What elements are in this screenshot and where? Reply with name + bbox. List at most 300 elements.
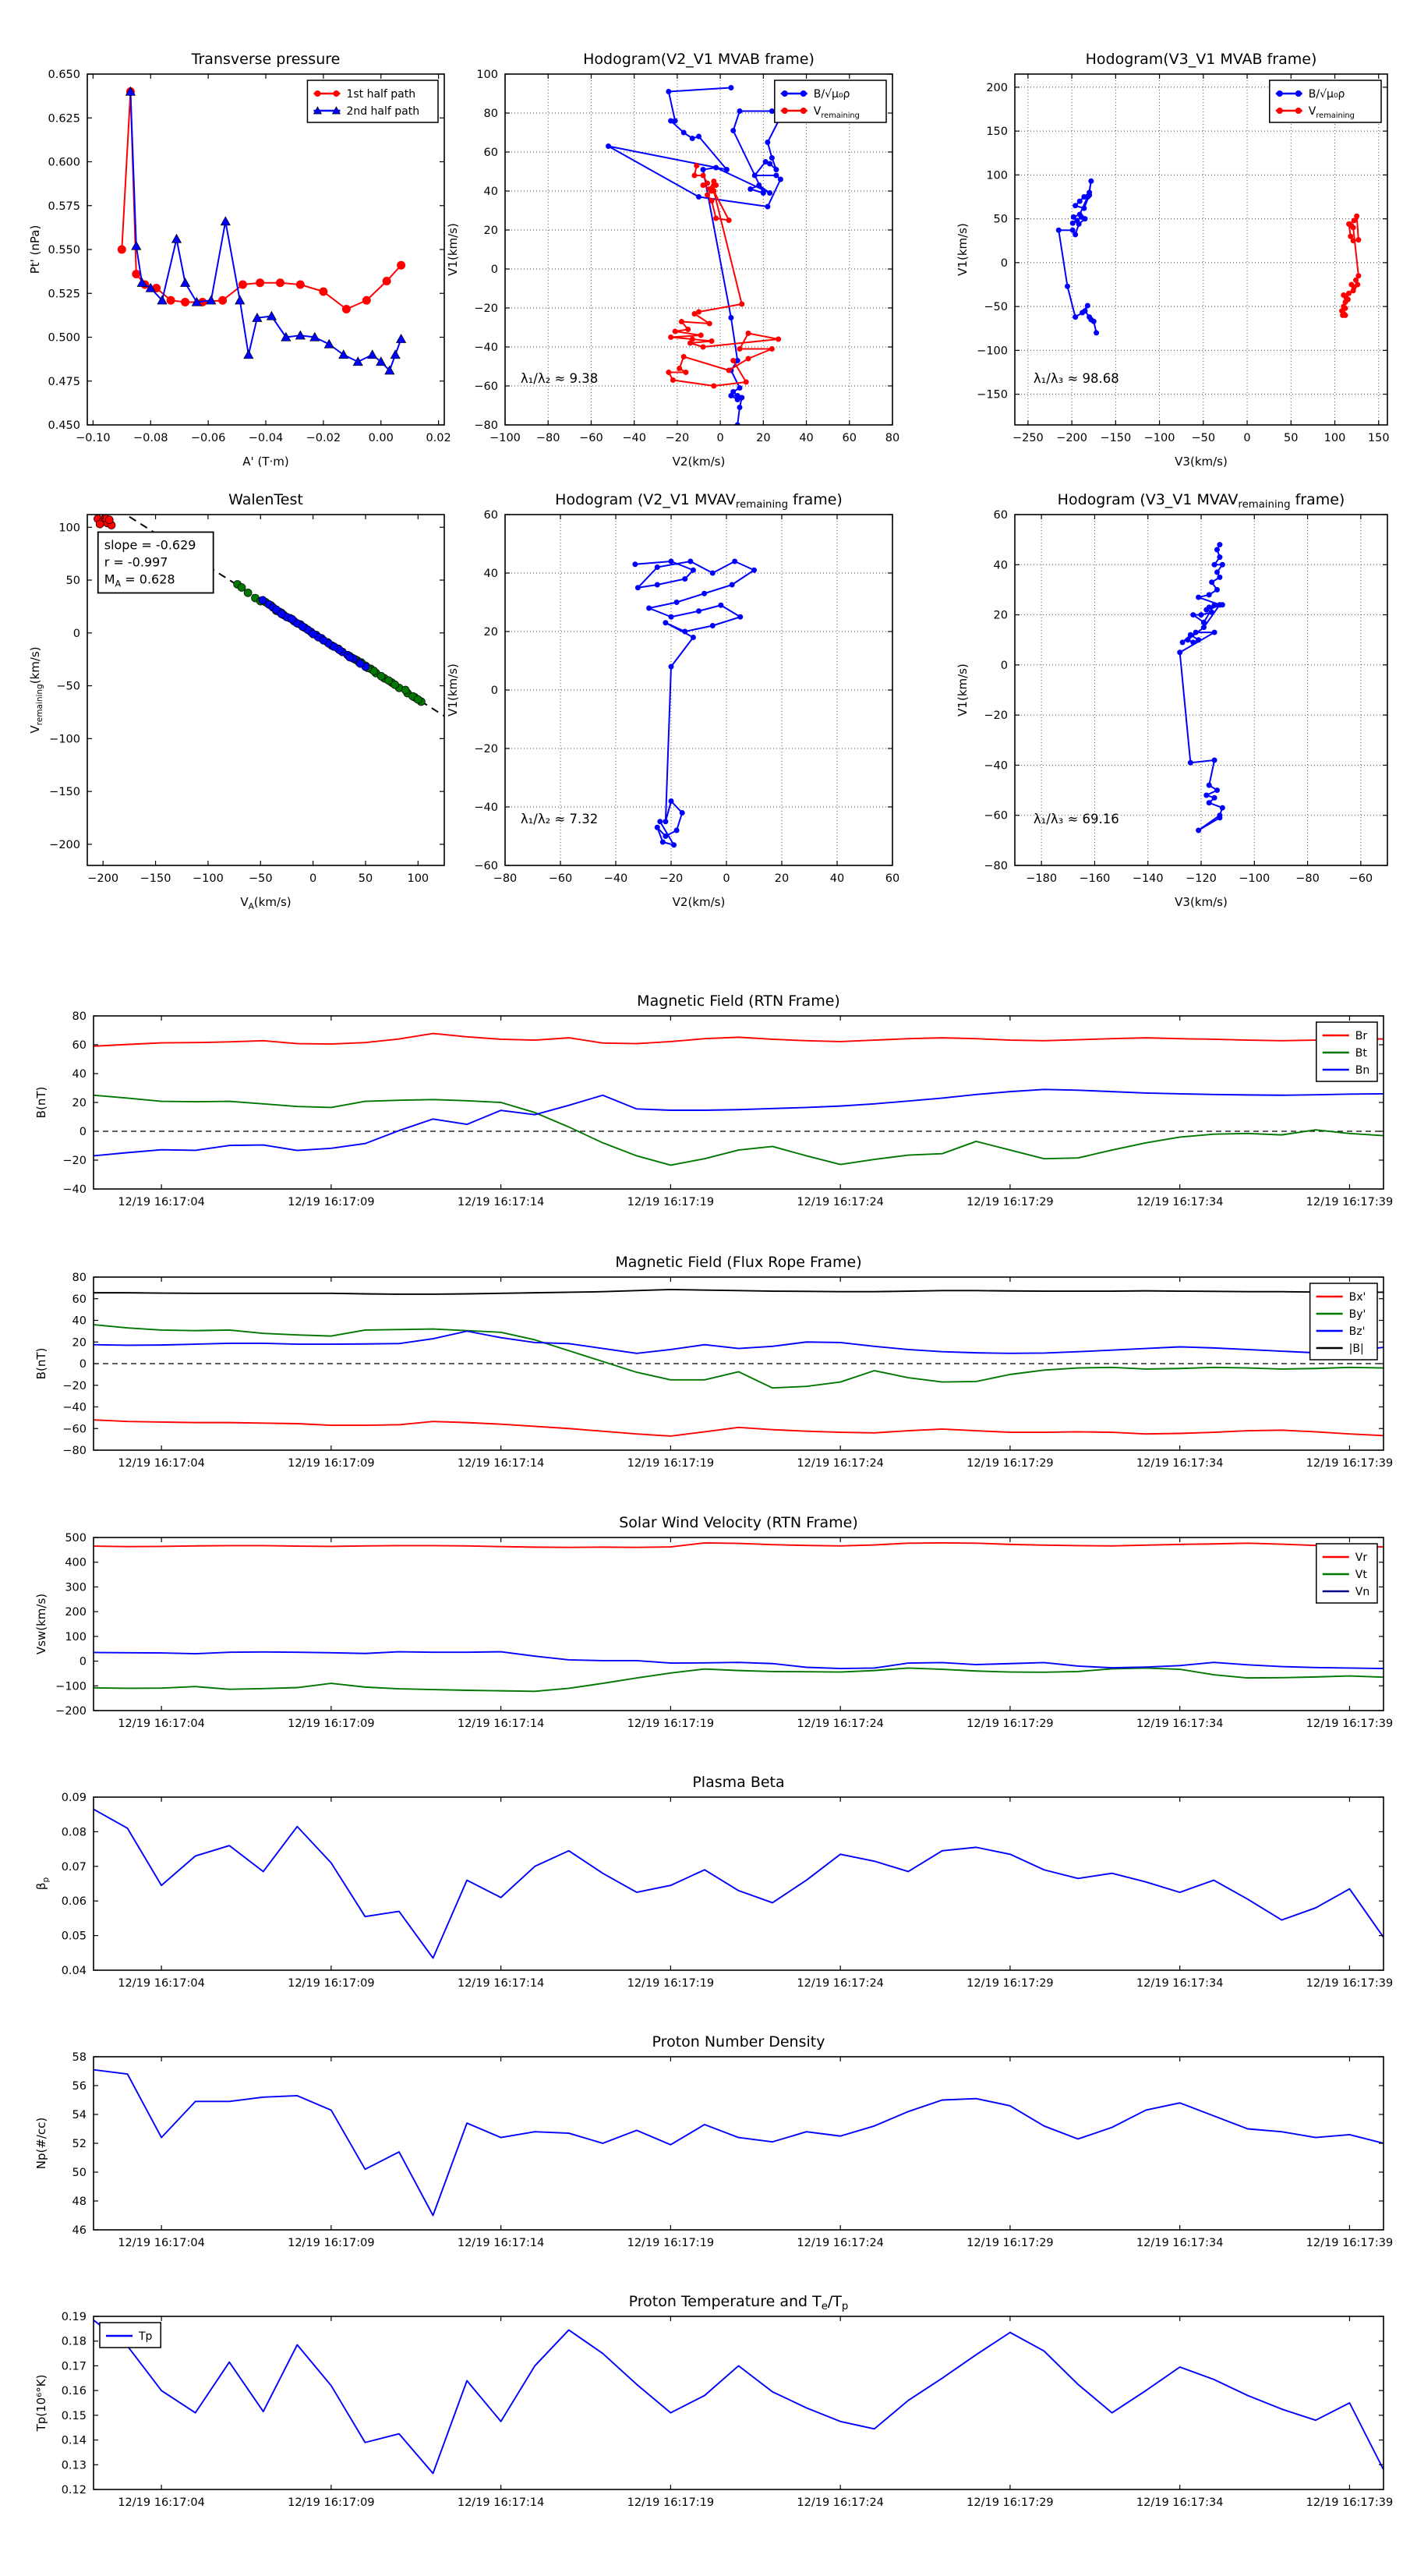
hodogram-v2v1-mvab-xtick-label: 20 [756, 432, 771, 444]
proton-temperature-ytick-label: 0.15 [61, 2409, 87, 2422]
hodogram-v2v1-mvav-xlabel: V2(km/s) [672, 895, 726, 909]
mag-field-fluxrope-ylabel: B(nT) [34, 1347, 48, 1380]
hodogram-v2v1-mvav-xtick-label: −20 [659, 872, 684, 885]
solar-wind-velocity-axes-frame [94, 1537, 1384, 1711]
plasma-beta-ytick-label: 0.06 [61, 1895, 87, 1909]
transverse-pressure-xtick-label: 0.02 [426, 432, 451, 444]
hodogram-v3v1-mvab-xtick-label: 100 [1323, 432, 1346, 444]
solar-wind-velocity-legend-label: Vn [1355, 1586, 1370, 1598]
solar-wind-velocity-xtick-label: 12/19 16:17:14 [457, 1718, 545, 1730]
mag-field-fluxrope-ytick-label: 20 [72, 1336, 87, 1350]
hodogram-v2v1-mvab-legend-label: B/√μ₀ρ [813, 88, 850, 101]
hodogram-v3v1-mvav-xtick-label: −140 [1132, 872, 1164, 885]
proton-density-ytick-label: 54 [72, 2109, 87, 2121]
plasma-beta-ytick-label: 0.05 [61, 1930, 87, 1943]
proton-density-line-Np [94, 2070, 1384, 2216]
proton-temperature-ytick-label: 0.17 [61, 2360, 87, 2373]
hodogram-v2v1-mvab-title: Hodogram(V2_V1 MVAB frame) [583, 51, 815, 68]
mag-field-fluxrope-legend-label: By' [1348, 1308, 1366, 1321]
hodogram-v3v1-mvab-xtick-label: 0 [1243, 432, 1251, 444]
solar-wind-velocity-xtick-label: 12/19 16:17:24 [797, 1718, 884, 1730]
hodogram-v3v1-mvab-xtick-label: −50 [1191, 432, 1216, 444]
hodogram-v3v1-mvav-xtick-label: −160 [1079, 872, 1111, 885]
hodogram-v3v1-mvab-legend-label: B/√μ₀ρ [1308, 88, 1345, 101]
solar-wind-velocity-ytick-label: −200 [55, 1705, 87, 1718]
hodogram-v2v1-mvab-markers-B-over-sqrt-mu0rho [606, 85, 790, 428]
solar-wind-velocity-ylabel: Vsw(km/s) [34, 1593, 48, 1655]
plasma-beta-axes-frame [94, 1797, 1384, 1970]
mag-field-fluxrope-ytick-label: 60 [72, 1293, 87, 1306]
hodogram-v3v1-mvav-ytick-label: −40 [984, 759, 1008, 773]
hodogram-v3v1-mvav-ytick-label: 40 [993, 559, 1008, 572]
hodogram-v2v1-mvab-ytick-label: 0 [490, 264, 498, 276]
hodogram-v3v1-mvav-xtick-label: −180 [1026, 872, 1058, 885]
hodogram-v3v1-mvab-ytick-label: 150 [986, 126, 1008, 139]
hodogram-v3v1-mvab-ytick-label: −100 [977, 345, 1008, 358]
proton-temperature-xtick-label: 12/19 16:17:34 [1136, 2496, 1224, 2509]
mag-field-fluxrope-legend-label: Bx' [1348, 1291, 1366, 1304]
hodogram-v3v1-mvab-ytick-label: 200 [986, 81, 1008, 94]
hodogram-v3v1-mvab-ytick-label: 0 [1000, 257, 1008, 270]
transverse-pressure-ytick-label: 0.600 [48, 156, 80, 169]
plasma-beta-xtick-label: 12/19 16:17:39 [1306, 1977, 1394, 1990]
mag-field-fluxrope-xtick-label: 12/19 16:17:09 [288, 1457, 375, 1470]
proton-density-series [94, 2070, 1384, 2216]
walen-test-xtick-label: −200 [87, 872, 119, 885]
mag-field-fluxrope-xtick-label: 12/19 16:17:19 [627, 1457, 715, 1470]
transverse-pressure-ytick-label: 0.475 [48, 375, 80, 388]
proton-temperature-ticks [62, 2311, 1394, 2509]
proton-density-xtick-label: 12/19 16:17:04 [118, 2237, 205, 2249]
solar-wind-velocity-ytick-label: 500 [65, 1532, 87, 1545]
mag-field-fluxrope-chart [34, 1254, 1393, 1470]
proton-temperature-ytick-label: 0.12 [61, 2484, 87, 2496]
mag-field-fluxrope-line-By-prime [94, 1325, 1384, 1388]
mag-field-rtn-legend-label: Bn [1355, 1064, 1370, 1077]
hodogram-v3v1-mvav-ytick-label: −20 [984, 709, 1008, 723]
hodogram-v2v1-mvav-line-v-remaining-path [635, 561, 755, 845]
walen-test-ytick-label: −150 [49, 786, 80, 799]
mag-field-rtn-ytick-label: 60 [72, 1039, 87, 1052]
mag-field-rtn-ytick-label: 40 [72, 1068, 87, 1081]
plasma-beta-ylabel: $\beta_p$ [34, 1877, 51, 1891]
mag-field-rtn-xtick-label: 12/19 16:17:09 [288, 1196, 375, 1208]
mag-field-rtn-line-Bn [94, 1089, 1384, 1155]
plasma-beta-xtick-label: 12/19 16:17:04 [118, 1977, 205, 1990]
hodogram-v2v1-mvav-ytick-label: 0 [490, 685, 498, 697]
transverse-pressure-legend [307, 80, 438, 122]
mag-field-rtn-title: Magnetic Field (RTN Frame) [637, 993, 840, 1010]
plasma-beta-ytick-label: 0.08 [61, 1826, 87, 1839]
hodogram-v2v1-mvav-xtick-label: −80 [493, 872, 518, 885]
mag-field-fluxrope-xtick-label: 12/19 16:17:29 [967, 1457, 1054, 1470]
plasma-beta-xtick-label: 12/19 16:17:34 [1136, 1977, 1224, 1990]
proton-temperature-legend-label: Tp [139, 2330, 153, 2343]
hodogram-v2v1-mvav-series [632, 559, 757, 848]
walen-test-xtick-label: 0 [309, 872, 317, 885]
transverse-pressure-ytick-label: 0.650 [48, 69, 80, 81]
walen-test-ytick-label: 50 [65, 575, 80, 588]
hodogram-v3v1-mvav-xtick-label: −80 [1295, 872, 1320, 885]
solar-wind-velocity-line-Vr [94, 1543, 1384, 1548]
mag-field-rtn-xtick-label: 12/19 16:17:34 [1136, 1196, 1224, 1208]
mag-field-fluxrope-series [94, 1290, 1384, 1436]
hodogram-v3v1-mvav-xtick-label: −100 [1239, 872, 1270, 885]
solar-wind-velocity-ytick-label: 200 [65, 1606, 87, 1619]
hodogram-v2v1-mvav-xtick-label: −40 [603, 872, 628, 885]
plasma-beta-xtick-label: 12/19 16:17:29 [967, 1977, 1054, 1990]
transverse-pressure-series [118, 87, 406, 375]
mag-field-rtn-xtick-label: 12/19 16:17:39 [1306, 1196, 1394, 1208]
transverse-pressure-line-second-half-path [130, 92, 401, 371]
proton-temperature-axes-frame [94, 2316, 1384, 2489]
walen-test-xtick-label: 100 [407, 872, 429, 885]
hodogram-v2v1-mvab-ticks [474, 69, 899, 444]
hodogram-v2v1-mvav-annotation: λ₁/λ₂ ≈ 7.32 [520, 812, 599, 826]
proton-density-xtick-label: 12/19 16:17:34 [1136, 2237, 1224, 2249]
hodogram-v3v1-mvab-line-B-over-sqrt-mu0rho [1058, 181, 1096, 333]
proton-temperature-title: Proton Temperature and $T_e/T_p$ [628, 2293, 849, 2312]
hodogram-v3v1-mvav-annotation: λ₁/λ₃ ≈ 69.16 [1033, 812, 1119, 826]
hodogram-v3v1-mvav-ytick-label: 0 [1000, 659, 1008, 672]
mag-field-rtn-line-Bt [94, 1095, 1384, 1166]
solar-wind-velocity-ytick-label: 0 [79, 1655, 87, 1668]
proton-density-ytick-label: 50 [72, 2167, 87, 2179]
transverse-pressure-legend-label: 1st half path [346, 88, 416, 101]
mag-field-rtn-ytick-label: 20 [72, 1097, 87, 1109]
hodogram-v3v1-mvab-xtick-label: −100 [1143, 432, 1175, 444]
hodogram-v3v1-mvav-xtick-label: −60 [1348, 872, 1373, 885]
hodogram-v2v1-mvab-xtick-label: 0 [716, 432, 724, 444]
hodogram-v2v1-mvab-ytick-label: −40 [474, 341, 498, 354]
mag-field-fluxrope-xtick-label: 12/19 16:17:04 [118, 1457, 205, 1470]
plasma-beta-ytick-label: 0.04 [61, 1965, 87, 1977]
mag-field-fluxrope-ytick-label: 40 [72, 1315, 87, 1328]
plasma-beta-xtick-label: 12/19 16:17:19 [627, 1977, 715, 1990]
hodogram-v2v1-mvav-ytick-label: −20 [474, 743, 498, 755]
solar-wind-velocity-ticks [55, 1532, 1393, 1730]
proton-temperature-xtick-label: 12/19 16:17:19 [627, 2496, 715, 2509]
solar-wind-velocity-title: Solar Wind Velocity (RTN Frame) [619, 1514, 858, 1531]
proton-temperature-series [94, 2320, 1384, 2474]
proton-density-xtick-label: 12/19 16:17:39 [1306, 2237, 1394, 2249]
mag-field-fluxrope-ytick-label: −40 [62, 1401, 87, 1414]
solar-wind-velocity-legend-label: Vt [1355, 1569, 1367, 1581]
transverse-pressure-xtick-label: −0.02 [306, 432, 341, 444]
hodogram-v2v1-mvab-xtick-label: −40 [622, 432, 646, 444]
solar-wind-velocity-legend [1316, 1544, 1377, 1603]
hodogram-v3v1-mvab-ytick-label: −150 [977, 388, 1008, 402]
mag-field-fluxrope-ticks [62, 1272, 1393, 1470]
hodogram-v3v1-mvab-xtick-label: 150 [1367, 432, 1390, 444]
hodogram-v2v1-mvav-ytick-label: 20 [483, 626, 498, 639]
solar-wind-velocity-ytick-label: 100 [65, 1630, 87, 1644]
hodogram-v2v1-mvab-xtick-label: −100 [489, 432, 521, 444]
mag-field-rtn-series [94, 1034, 1384, 1166]
hodogram-v2v1-mvab-ytick-label: 100 [476, 69, 498, 81]
mag-field-rtn-legend-label: Bt [1355, 1047, 1367, 1060]
hodogram-v3v1-mvab-ytick-label: 50 [993, 213, 1008, 226]
transverse-pressure-xtick-label: −0.08 [133, 432, 168, 444]
proton-temperature-ytick-label: 0.16 [61, 2385, 87, 2398]
plasma-beta-xtick-label: 12/19 16:17:14 [457, 1977, 545, 1990]
proton-temperature-xtick-label: 12/19 16:17:04 [118, 2496, 205, 2509]
hodogram-v2v1-mvab-annotation: λ₁/λ₂ ≈ 9.38 [520, 371, 599, 386]
hodogram-v3v1-mvab-xtick-label: 50 [1284, 432, 1299, 444]
hodogram-v2v1-mvab-xtick-label: 80 [885, 432, 900, 444]
proton-density-ytick-label: 46 [72, 2224, 87, 2237]
proton-density-ytick-label: 48 [72, 2196, 87, 2208]
mag-field-rtn-xtick-label: 12/19 16:17:24 [797, 1196, 884, 1208]
hodogram-v3v1-mvab-legend [1270, 80, 1381, 122]
transverse-pressure-line-first-half-path [122, 92, 401, 310]
walen-test-ylabel: $V_{remaining}(km/s)$ [28, 646, 44, 734]
hodogram-v2v1-mvab-ytick-label: 60 [483, 147, 498, 159]
walen-test-stats-line: $M_A = 0.628$ [104, 571, 175, 589]
hodogram-v3v1-mvab-series [1056, 179, 1362, 336]
transverse-pressure-xlabel: A' (T·m) [242, 455, 289, 469]
mag-field-fluxrope-line-B-magnitude [94, 1290, 1384, 1294]
mag-field-rtn-ylabel: B(nT) [34, 1086, 48, 1119]
mag-field-rtn-ytick-label: −40 [62, 1184, 87, 1196]
hodogram-v3v1-mvab-title: Hodogram(V3_V1 MVAB frame) [1085, 51, 1317, 68]
solar-wind-velocity-ytick-label: 300 [65, 1581, 87, 1594]
solar-wind-velocity-legend-label: Vr [1355, 1552, 1368, 1564]
transverse-pressure-chart [28, 51, 451, 469]
hodogram-v2v1-mvab-ytick-label: −60 [474, 380, 498, 393]
hodogram-v2v1-mvav-markers-v-remaining-path [632, 559, 757, 848]
mag-field-rtn-xtick-label: 12/19 16:17:19 [627, 1196, 715, 1208]
mag-field-rtn-xtick-label: 12/19 16:17:29 [967, 1196, 1054, 1208]
transverse-pressure-ytick-label: 0.625 [48, 112, 80, 126]
proton-temperature-xtick-label: 12/19 16:17:14 [457, 2496, 545, 2509]
solar-wind-velocity-xtick-label: 12/19 16:17:29 [967, 1718, 1054, 1730]
mag-field-fluxrope-ytick-label: 0 [79, 1358, 87, 1371]
hodogram-v2v1-mvav-ticks [474, 509, 899, 885]
hodogram-v2v1-mvab-ytick-label: −80 [474, 419, 498, 432]
hodogram-v2v1-mvab-ytick-label: 80 [483, 108, 498, 120]
walen-test-xlabel: $V_A(km/s)$ [240, 895, 292, 911]
proton-density-ylabel: Np(#/cc) [34, 2117, 48, 2170]
mag-field-fluxrope-ytick-label: −60 [62, 1423, 87, 1436]
hodogram-v2v1-mvav-ytick-label: −40 [474, 801, 498, 814]
hodogram-v3v1-mvav-ytick-label: −80 [984, 860, 1008, 872]
transverse-pressure-xtick-label: −0.04 [248, 432, 284, 444]
mag-field-fluxrope-xtick-label: 12/19 16:17:14 [457, 1457, 545, 1470]
transverse-pressure-ytick-label: 0.525 [48, 288, 80, 301]
mag-field-rtn-xtick-label: 12/19 16:17:14 [457, 1196, 545, 1208]
mag-field-fluxrope-ytick-label: −80 [62, 1445, 87, 1457]
mag-field-rtn-chart [34, 993, 1393, 1208]
proton-density-xtick-label: 12/19 16:17:09 [288, 2237, 375, 2249]
proton-density-chart [34, 2033, 1393, 2249]
hodogram-v2v1-mvab-chart [446, 51, 899, 469]
proton-temperature-ytick-label: 0.14 [61, 2434, 87, 2447]
hodogram-v2v1-mvab-xtick-label: 60 [842, 432, 857, 444]
hodogram-v3v1-mvab-chart [956, 51, 1390, 469]
proton-temperature-line-Tp [94, 2320, 1384, 2474]
mag-field-rtn-ytick-label: −20 [62, 1155, 87, 1167]
mag-field-rtn-legend [1316, 1022, 1377, 1081]
hodogram-v2v1-mvav-title: Hodogram (V2_V1 $MVAV_{remaining}$ frame) [555, 491, 843, 511]
hodogram-v2v1-mvav-xtick-label: 0 [723, 872, 730, 885]
hodogram-v2v1-mvav-xtick-label: −60 [548, 872, 573, 885]
proton-temperature-ytick-label: 0.18 [61, 2335, 87, 2348]
transverse-pressure-ytick-label: 0.500 [48, 331, 80, 345]
mag-field-rtn-legend-label: Br [1355, 1030, 1368, 1042]
proton-density-xtick-label: 12/19 16:17:24 [797, 2237, 884, 2249]
hodogram-v3v1-mvav-chart [956, 491, 1387, 909]
solar-wind-velocity-ytick-label: −100 [55, 1680, 87, 1693]
hodogram-v2v1-mvav-xtick-label: 20 [774, 872, 790, 885]
hodogram-v2v1-mvav-ytick-label: 40 [483, 568, 498, 580]
solar-wind-velocity-xtick-label: 12/19 16:17:09 [288, 1718, 375, 1730]
hodogram-v3v1-mvab-ylabel: V1(km/s) [956, 223, 970, 276]
hodogram-v3v1-mvab-ytick-label: 100 [986, 169, 1008, 182]
hodogram-v2v1-mvav-xtick-label: 40 [829, 872, 845, 885]
proton-density-title: Proton Number Density [652, 2033, 825, 2051]
walen-test-ytick-label: −100 [49, 733, 80, 746]
hodogram-v3v1-mvab-legend-label: $V_{remaining}$ [1308, 105, 1355, 120]
hodogram-v2v1-mvab-series [606, 85, 790, 428]
hodogram-v2v1-mvab-xlabel: V2(km/s) [672, 455, 726, 469]
plasma-beta-ytick-label: 0.07 [61, 1860, 87, 1874]
proton-density-ytick-label: 58 [72, 2051, 87, 2064]
transverse-pressure-ytick-label: 0.450 [48, 419, 80, 432]
proton-temperature-chart [34, 2293, 1393, 2509]
hodogram-v2v1-mvab-ylabel: V1(km/s) [446, 223, 460, 276]
plasma-beta-ytick-label: 0.09 [61, 1792, 87, 1804]
walen-test-chart [28, 491, 444, 911]
walen-test-ytick-label: −200 [49, 838, 80, 851]
hodogram-v2v1-mvab-legend [775, 80, 886, 122]
plasma-beta-series [94, 1810, 1384, 1959]
proton-density-xtick-label: 12/19 16:17:29 [967, 2237, 1054, 2249]
mag-field-rtn-xtick-label: 12/19 16:17:04 [118, 1196, 205, 1208]
walen-test-title: WalenTest [228, 491, 303, 508]
proton-density-axes-frame [94, 2057, 1384, 2230]
transverse-pressure-ylabel: Pt' (nPa) [28, 225, 42, 274]
walen-test-ytick-label: 100 [58, 522, 80, 535]
mag-field-fluxrope-ytick-label: −20 [62, 1379, 87, 1392]
walen-test-ytick-label: −50 [56, 680, 80, 693]
transverse-pressure-ytick-label: 0.550 [48, 244, 80, 257]
plasma-beta-xtick-label: 12/19 16:17:24 [797, 1977, 884, 1990]
hodogram-v3v1-mvav-ticks [984, 509, 1387, 885]
proton-temperature-ytick-label: 0.19 [61, 2311, 87, 2323]
mag-field-rtn-ytick-label: 80 [72, 1010, 87, 1023]
hodogram-v2v1-mvab-ytick-label: 20 [483, 225, 498, 237]
solar-wind-velocity-xtick-label: 12/19 16:17:39 [1306, 1718, 1394, 1730]
mag-field-fluxrope-line-Bx-prime [94, 1420, 1384, 1436]
proton-temperature-xtick-label: 12/19 16:17:29 [967, 2496, 1054, 2509]
mag-field-fluxrope-xtick-label: 12/19 16:17:39 [1306, 1457, 1394, 1470]
solar-wind-velocity-series [94, 1543, 1384, 1691]
hodogram-v2v1-mvab-xtick-label: −60 [579, 432, 603, 444]
transverse-pressure-legend-label: 2nd half path [346, 105, 420, 118]
transverse-pressure-ticks [48, 69, 451, 444]
solar-wind-velocity-line-Vn [94, 1652, 1384, 1669]
plasma-beta-title: Plasma Beta [692, 1774, 785, 1791]
hodogram-v2v1-mvab-ytick-label: 40 [483, 186, 498, 198]
hodogram-v2v1-mvav-ylabel: V1(km/s) [446, 663, 460, 717]
proton-density-xtick-label: 12/19 16:17:14 [457, 2237, 545, 2249]
hodogram-v3v1-mvab-ticks [977, 74, 1389, 444]
hodogram-v2v1-mvab-legend-label: $V_{remaining}$ [813, 105, 860, 120]
hodogram-v2v1-mvab-xtick-label: −80 [535, 432, 560, 444]
mag-field-rtn-axes-frame [94, 1016, 1384, 1189]
walen-test-stats-box [98, 533, 214, 593]
proton-density-ytick-label: 52 [72, 2138, 87, 2150]
hodogram-v2v1-mvab-xtick-label: −20 [665, 432, 690, 444]
walen-test-xtick-label: −100 [192, 872, 224, 885]
proton-density-xtick-label: 12/19 16:17:19 [627, 2237, 715, 2249]
walen-test-stats-line: slope = -0.629 [104, 537, 196, 553]
hodogram-v3v1-mvab-xtick-label: −150 [1100, 432, 1132, 444]
hodogram-v3v1-mvav-ytick-label: 20 [993, 609, 1008, 622]
solar-wind-velocity-xtick-label: 12/19 16:17:04 [118, 1718, 205, 1730]
mag-field-rtn-ytick-label: 0 [79, 1126, 87, 1138]
plasma-beta-line-beta [94, 1810, 1384, 1959]
mag-field-fluxrope-legend [1310, 1283, 1377, 1360]
walen-test-ytick-label: 0 [72, 627, 80, 640]
plasma-beta-xtick-label: 12/19 16:17:09 [288, 1977, 375, 1990]
walen-test-stats-line: r = -0.997 [104, 554, 168, 570]
mag-field-fluxrope-legend-label: Bz' [1348, 1325, 1366, 1338]
plasma-beta-chart [34, 1774, 1393, 1990]
walen-test-xtick-label: −50 [248, 872, 273, 885]
walen-test-markers-walen-blue-points [259, 596, 369, 671]
solar-wind-velocity-xtick-label: 12/19 16:17:19 [627, 1718, 715, 1730]
proton-temperature-ytick-label: 0.13 [61, 2459, 87, 2472]
hodogram-v3v1-mvav-title: Hodogram (V3_V1 $MVAV_{remaining}$ frame) [1057, 491, 1345, 511]
hodogram-v2v1-mvav-xtick-label: 60 [885, 872, 900, 885]
hodogram-v3v1-mvav-xtick-label: −120 [1186, 872, 1217, 885]
proton-temperature-xtick-label: 12/19 16:17:39 [1306, 2496, 1394, 2509]
hodogram-v3v1-mvab-ytick-label: −50 [984, 301, 1008, 314]
proton-temperature-xtick-label: 12/19 16:17:09 [288, 2496, 375, 2509]
transverse-pressure-xtick-label: −0.06 [190, 432, 226, 444]
proton-density-ticks [72, 2051, 1394, 2249]
walen-test-xtick-label: −150 [140, 872, 171, 885]
mag-field-rtn-line-Br [94, 1034, 1384, 1046]
walen-test-markers-walen-red-points [94, 514, 115, 529]
hodogram-v3v1-mvab-xtick-label: −200 [1056, 432, 1088, 444]
mag-field-fluxrope-xtick-label: 12/19 16:17:24 [797, 1457, 884, 1470]
solar-wind-velocity-chart [34, 1514, 1393, 1730]
proton-temperature-legend [100, 2323, 161, 2348]
hodogram-v3v1-mvab-xlabel: V3(km/s) [1175, 455, 1228, 469]
proton-temperature-xtick-label: 12/19 16:17:24 [797, 2496, 884, 2509]
hodogram-v2v1-mvab-xtick-label: 40 [799, 432, 814, 444]
transverse-pressure-xtick-label: 0.00 [368, 432, 394, 444]
mag-field-fluxrope-ytick-label: 80 [72, 1272, 87, 1284]
transverse-pressure-markers-second-half-path [125, 87, 405, 375]
mag-field-fluxrope-legend-label: |B| [1348, 1343, 1364, 1355]
hodogram-v3v1-mvav-ytick-label: −60 [984, 809, 1008, 823]
proton-density-ytick-label: 56 [72, 2080, 87, 2093]
hodogram-v3v1-mvab-annotation: λ₁/λ₃ ≈ 98.68 [1033, 371, 1119, 386]
mag-field-fluxrope-xtick-label: 12/19 16:17:34 [1136, 1457, 1224, 1470]
transverse-pressure-title: Transverse pressure [191, 51, 341, 68]
hodogram-v3v1-mvav-xlabel: V3(km/s) [1175, 895, 1228, 909]
solar-wind-velocity-line-Vt [94, 1668, 1384, 1691]
hodogram-v2v1-mvab-ytick-label: −20 [474, 303, 498, 315]
plasma-beta-ticks [62, 1792, 1394, 1990]
hodogram-v2v1-mvav-ytick-label: −60 [474, 860, 498, 872]
solar-wind-velocity-ytick-label: 400 [65, 1556, 87, 1569]
hodogram-v2v1-mvav-chart [446, 491, 899, 909]
